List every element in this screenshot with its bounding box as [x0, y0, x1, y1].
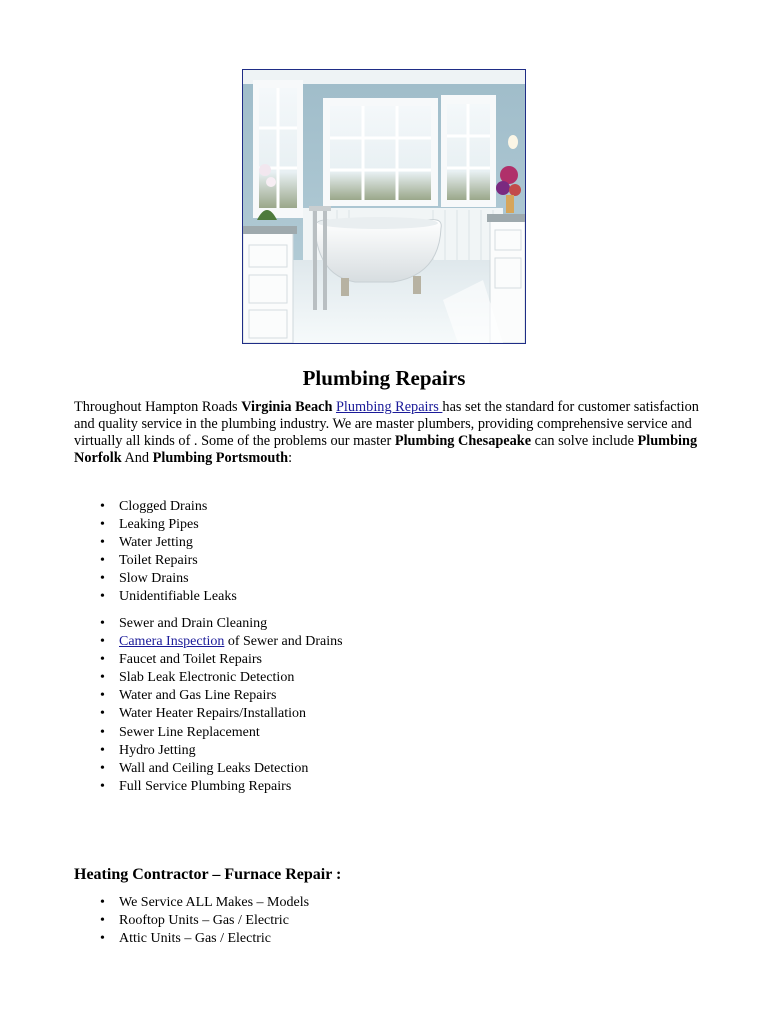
intro-text: has set the standard for customer satisfaction and quality service in the plumbing industry. We are master plumbers, providing comprehensive service and virtually all kinds of . Some of the problems our master [74, 399, 699, 449]
heating-contractor-heading: Heating Contractor – Furnace Repair : [74, 866, 342, 883]
intro-bold-plumbing-chesapeake: Plumbing Chesapeake [394, 433, 532, 449]
services-list [74, 615, 343, 796]
list-item-text: of Sewer and Drains [224, 634, 343, 650]
list-item: • Rooftop Units – Gas / Electric [74, 912, 309, 930]
page-title: Plumbing Repairs [302, 366, 466, 390]
list-item: • Water Jetting [74, 534, 237, 552]
bathroom-clawfoot-tub-photo [243, 70, 525, 343]
problems-list [74, 498, 237, 607]
list-item: • Clogged Drains [74, 498, 237, 516]
list-item: • Leaking Pipes [74, 516, 237, 534]
list-item: • Hydro Jetting [74, 742, 343, 760]
intro-paragraph [74, 399, 714, 467]
list-item: • Wall and Ceiling Leaks Detection [74, 760, 343, 778]
intro-text: : [288, 450, 293, 466]
list-item: • Slow Drains [74, 570, 237, 588]
intro-text: And [121, 450, 153, 466]
list-item: • Faucet and Toilet Repairs [74, 651, 343, 669]
list-item: • Slab Leak Electronic Detection [74, 669, 343, 687]
list-item: • Water and Gas Line Repairs [74, 687, 343, 705]
list-item: • Unidentifiable Leaks [74, 588, 237, 606]
bathroom-photo [242, 69, 526, 344]
list-item: • We Service ALL Makes – Models [74, 894, 309, 912]
list-item: • Sewer and Drain Cleaning [74, 615, 343, 633]
camera-inspection-link[interactable]: Camera Inspection [119, 634, 225, 650]
list-item [74, 633, 343, 651]
intro-bold-plumbing-norfolk: Plumbing Norfolk [74, 433, 698, 466]
list-item: • Full Service Plumbing Repairs [74, 778, 343, 796]
list-item: • Toilet Repairs [74, 552, 237, 570]
heating-list [74, 894, 309, 948]
list-item: • Sewer Line Replacement [74, 724, 343, 742]
intro-bold-plumbing-portsmouth: Plumbing Portsmouth [152, 450, 289, 466]
list-item: • Water Heater Repairs/Installation [74, 705, 343, 723]
intro-text: can solve include [531, 433, 638, 449]
list-item: • Attic Units – Gas / Electric [74, 930, 309, 948]
plumbing-repairs-link[interactable]: Plumbing Repairs [335, 399, 443, 415]
intro-text: Throughout Hampton Roads [74, 399, 242, 415]
intro-bold-virginia-beach: Virginia Beach [241, 399, 333, 415]
